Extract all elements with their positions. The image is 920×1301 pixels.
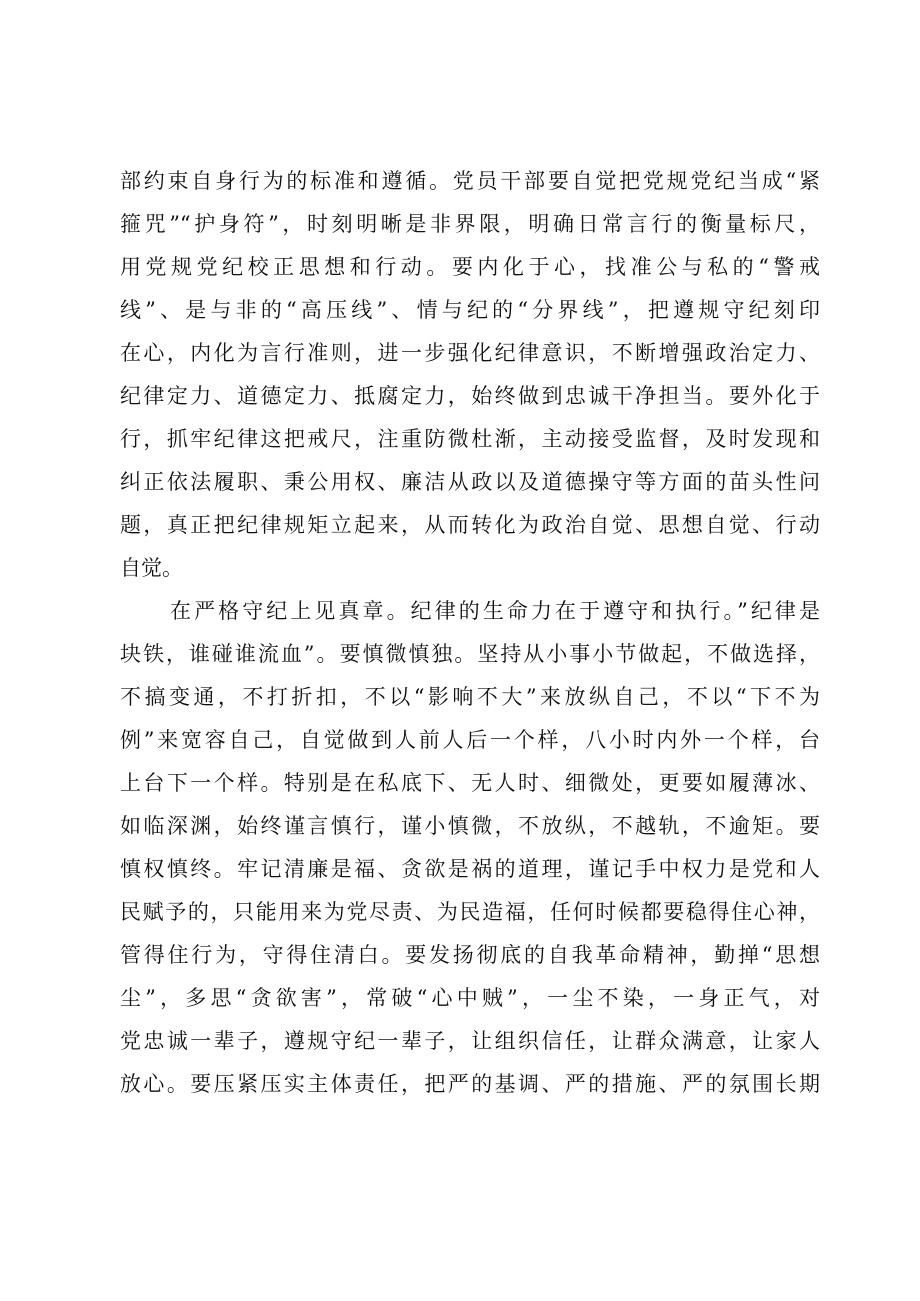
text-line: 管得住行为，守得住清白。要发扬彻底的自我革命精神，勤掸“思想	[120, 943, 820, 967]
text-line: 用党规党纪校正思想和行动。要内化于心，找准公与私的“警戒	[120, 255, 820, 279]
text-line: 在心，内化为言行准则，进一步强化纪律意识，不断增强政治定力、	[120, 341, 820, 365]
text-line: 党忠诚一辈子，遵规守纪一辈子，让组织信任，让群众满意，让家人	[120, 1029, 820, 1053]
text-line: 慎权慎终。牢记清廉是福、贪欲是祸的道理，谨记手中权力是党和人	[120, 857, 820, 881]
text-line: 尘”，多思“贪欲害”，常破“心中贼”，一尘不染，一身正气，对	[120, 986, 820, 1010]
text-line: 不搞变通，不打折扣，不以“影响不大”来放纵自己，不以“下不为	[120, 685, 820, 709]
text-line: 民赋予的，只能用来为党尽责、为民造福，任何时候都要稳得住心神，	[120, 900, 820, 924]
body-text	[120, 160, 820, 1106]
text-line: 自觉。	[120, 556, 183, 580]
text-line: 题，真正把纪律规矩立起来，从而转化为政治自觉、思想自觉、行动	[120, 513, 820, 537]
text-line: 例”来宽容自己，自觉做到人前人后一个样，八小时内外一个样，台	[120, 728, 820, 752]
text-line: 行，抓牢纪律这把戒尺，注重防微杜渐，主动接受监督，及时发现和	[120, 427, 820, 451]
text-line: 如临深渊，始终谨言慎行，谨小慎微，不放纵，不越轨，不逾矩。要	[120, 814, 820, 838]
text-line: 线”、是与非的“高压线”、情与纪的“分界线”，把遵规守纪刻印	[120, 298, 820, 322]
text-line: 块铁，谁碰谁流血”。要慎微慎独。坚持从小事小节做起，不做选择，	[120, 642, 820, 666]
text-line: 纪律定力、道德定力、抵腐定力，始终做到忠诚干净担当。要外化于	[120, 384, 820, 408]
text-line: 放心。要压紧压实主体责任，把严的基调、严的措施、严的氛围长期	[120, 1072, 820, 1096]
paragraph-first-line: 在严格守纪上见真章。纪律的生命力在于遵守和执行。”纪律是	[170, 599, 820, 623]
text-line: 部约束自身行为的标准和遵循。党员干部要自觉把党规党纪当成“紧	[120, 169, 820, 193]
text-line: 纠正依法履职、秉公用权、廉洁从政以及道德操守等方面的苗头性问	[120, 470, 820, 494]
text-line: 箍咒”“护身符”，时刻明晰是非界限，明确日常言行的衡量标尺，	[120, 212, 820, 236]
text-line: 上台下一个样。特别是在私底下、无人时、细微处，更要如履薄冰、	[120, 771, 820, 795]
